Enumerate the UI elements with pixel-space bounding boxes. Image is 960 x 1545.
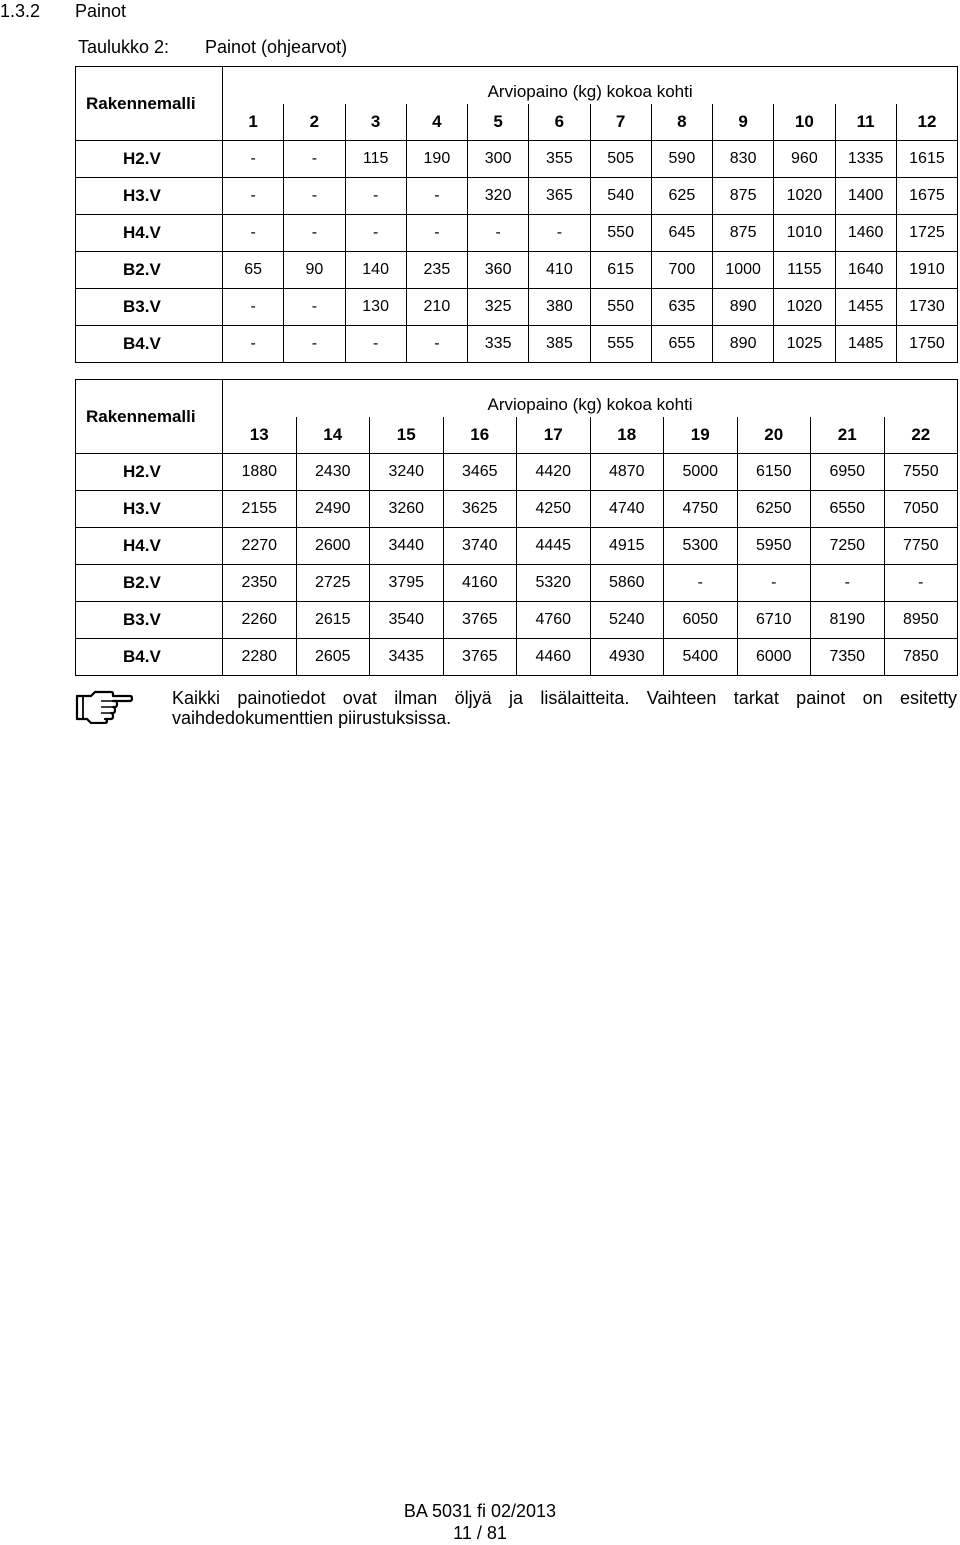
size-header: 2	[284, 104, 345, 141]
weight-cell: 1455	[835, 289, 896, 326]
weight-group-header: Arviopaino (kg) kokoa kohti	[223, 67, 958, 104]
weight-cell: -	[284, 326, 345, 363]
weight-cell: -	[345, 178, 406, 215]
weight-cell: 7050	[884, 491, 958, 528]
weight-cell: 6550	[811, 491, 885, 528]
size-header: 17	[517, 417, 591, 454]
model-column-header: Rakennemalli	[76, 380, 223, 454]
weight-cell: 2350	[223, 565, 297, 602]
weight-cell: 1010	[774, 215, 835, 252]
model-cell: H4.V	[76, 215, 223, 252]
weight-cell: 4750	[664, 491, 738, 528]
weight-cell: 5300	[664, 528, 738, 565]
weight-cell: -	[284, 141, 345, 178]
weight-group-header: Arviopaino (kg) kokoa kohti	[223, 380, 958, 417]
weight-cell: -	[529, 215, 590, 252]
weight-cell: 360	[468, 252, 529, 289]
weight-cell: 5240	[590, 602, 664, 639]
weight-cell: -	[406, 215, 467, 252]
weight-cell: 2270	[223, 528, 297, 565]
weight-cell: 1615	[896, 141, 957, 178]
size-header: 4	[406, 104, 467, 141]
weight-cell: 3435	[370, 639, 444, 676]
weight-cell: 235	[406, 252, 467, 289]
weight-cell: 540	[590, 178, 651, 215]
weight-cell: 1725	[896, 215, 957, 252]
weight-cell: 4930	[590, 639, 664, 676]
section-number: 1.3.2	[0, 1, 41, 21]
weight-cell: 4760	[517, 602, 591, 639]
table-body	[76, 454, 958, 676]
table-row	[76, 491, 958, 528]
weight-cell: 4250	[517, 491, 591, 528]
weight-cell: 355	[529, 141, 590, 178]
weight-cell: 335	[468, 326, 529, 363]
footer-page-number: 11 / 81	[453, 1523, 507, 1543]
weight-cell: 830	[713, 141, 774, 178]
table-row	[76, 602, 958, 639]
weights-table-sizes-1-12	[75, 66, 958, 363]
weight-cell: 380	[529, 289, 590, 326]
table-body	[76, 141, 958, 363]
weight-cell: -	[345, 215, 406, 252]
weight-cell: 700	[651, 252, 712, 289]
model-cell: H3.V	[76, 491, 223, 528]
weight-cell: 4160	[443, 565, 517, 602]
weight-cell: 1750	[896, 326, 957, 363]
weight-cell: 615	[590, 252, 651, 289]
weight-cell: 365	[529, 178, 590, 215]
weight-cell: -	[223, 178, 284, 215]
table-row	[76, 528, 958, 565]
section-heading	[0, 0, 126, 22]
weight-cell: -	[811, 565, 885, 602]
weight-cell: 4740	[590, 491, 664, 528]
weight-cell: 190	[406, 141, 467, 178]
weight-cell: 5320	[517, 565, 591, 602]
weight-cell: 2615	[296, 602, 370, 639]
weight-cell: 3765	[443, 602, 517, 639]
weight-cell: 550	[590, 215, 651, 252]
weight-cell: 7250	[811, 528, 885, 565]
weight-cell: 1460	[835, 215, 896, 252]
weight-cell: 960	[774, 141, 835, 178]
size-header: 6	[529, 104, 590, 141]
weight-cell: 2605	[296, 639, 370, 676]
size-header: 8	[651, 104, 712, 141]
table-row	[76, 178, 958, 215]
model-cell: B3.V	[76, 289, 223, 326]
weight-cell: -	[223, 326, 284, 363]
weight-cell: -	[664, 565, 738, 602]
weight-cell: 890	[713, 289, 774, 326]
weight-cell: 3540	[370, 602, 444, 639]
weight-cell: 7350	[811, 639, 885, 676]
weight-cell: 1485	[835, 326, 896, 363]
weight-cell: 1910	[896, 252, 957, 289]
weight-cell: 6710	[737, 602, 811, 639]
weights-table-sizes-13-22	[75, 379, 958, 676]
weight-cell: 3795	[370, 565, 444, 602]
model-cell: B4.V	[76, 326, 223, 363]
weight-cell: 300	[468, 141, 529, 178]
weight-cell: 635	[651, 289, 712, 326]
size-header: 12	[896, 104, 957, 141]
size-header: 16	[443, 417, 517, 454]
weight-cell: -	[223, 289, 284, 326]
weight-cell: 4420	[517, 454, 591, 491]
table-caption-label: Taulukko 2:	[78, 37, 170, 57]
weight-cell: 385	[529, 326, 590, 363]
weight-cell: 1025	[774, 326, 835, 363]
weight-cell: 1400	[835, 178, 896, 215]
weight-cell: 90	[284, 252, 345, 289]
weight-cell: 5400	[664, 639, 738, 676]
weight-cell: 1155	[774, 252, 835, 289]
weight-cell: 1020	[774, 289, 835, 326]
size-header: 20	[737, 417, 811, 454]
table-caption-title: Painot (ohjearvot)	[205, 37, 348, 57]
weight-cell: 645	[651, 215, 712, 252]
weight-cell: 65	[223, 252, 284, 289]
model-cell: B3.V	[76, 602, 223, 639]
weight-cell: 5860	[590, 565, 664, 602]
weight-cell: 4870	[590, 454, 664, 491]
weight-cell: -	[284, 215, 345, 252]
weight-cell: 3260	[370, 491, 444, 528]
weight-cell: 320	[468, 178, 529, 215]
pointing-hand-icon	[75, 690, 133, 724]
weight-cell: 1335	[835, 141, 896, 178]
weight-cell: 2430	[296, 454, 370, 491]
weight-cell: 4915	[590, 528, 664, 565]
size-header: 21	[811, 417, 885, 454]
size-header: 7	[590, 104, 651, 141]
table-row	[76, 639, 958, 676]
weight-cell: 8190	[811, 602, 885, 639]
model-cell: H2.V	[76, 141, 223, 178]
weight-cell: 7750	[884, 528, 958, 565]
weight-cell: 1000	[713, 252, 774, 289]
weight-cell: 8950	[884, 602, 958, 639]
weight-cell: 875	[713, 215, 774, 252]
weight-cell: -	[223, 141, 284, 178]
weight-cell: 3440	[370, 528, 444, 565]
size-header: 14	[296, 417, 370, 454]
weight-cell: 115	[345, 141, 406, 178]
weight-cell: 1730	[896, 289, 957, 326]
weight-cell: -	[284, 178, 345, 215]
weight-cell: -	[223, 215, 284, 252]
table-row	[76, 326, 958, 363]
size-header: 13	[223, 417, 297, 454]
size-header: 5	[468, 104, 529, 141]
weight-cell: 130	[345, 289, 406, 326]
weight-cell: 325	[468, 289, 529, 326]
note-text: Kaikki painotiedot ovat ilman öljyä ja lisälaitteita. Vaihteen tarkat painot on esitetty vaihdedokumenttien piirustuksissa.	[172, 688, 957, 728]
size-header: 11	[835, 104, 896, 141]
weight-cell: 5950	[737, 528, 811, 565]
weight-cell: 550	[590, 289, 651, 326]
weight-cell: -	[406, 326, 467, 363]
section-title: Painot	[75, 1, 127, 21]
size-header: 18	[590, 417, 664, 454]
weight-cell: -	[406, 178, 467, 215]
weight-cell: 6000	[737, 639, 811, 676]
weight-cell: 4445	[517, 528, 591, 565]
size-header: 1	[223, 104, 284, 141]
weight-cell: 555	[590, 326, 651, 363]
weight-cell: 590	[651, 141, 712, 178]
table-row	[76, 141, 958, 178]
weight-cell: 5000	[664, 454, 738, 491]
weight-cell: -	[884, 565, 958, 602]
size-header: 19	[664, 417, 738, 454]
weight-cell: 1675	[896, 178, 957, 215]
weight-cell: 7550	[884, 454, 958, 491]
weight-cell: 2280	[223, 639, 297, 676]
weight-cell: 410	[529, 252, 590, 289]
weight-cell: 875	[713, 178, 774, 215]
table-row	[76, 289, 958, 326]
model-cell: H4.V	[76, 528, 223, 565]
footer-document-id: BA 5031 fi 02/2013	[403, 1501, 557, 1521]
weight-cell: 1880	[223, 454, 297, 491]
weight-cell: 3740	[443, 528, 517, 565]
weight-cell: 6150	[737, 454, 811, 491]
size-header: 22	[884, 417, 958, 454]
model-cell: B2.V	[76, 252, 223, 289]
size-header: 9	[713, 104, 774, 141]
weight-cell: -	[737, 565, 811, 602]
weight-cell: 2490	[296, 491, 370, 528]
weight-cell: -	[284, 289, 345, 326]
table-row	[76, 565, 958, 602]
size-header: 3	[345, 104, 406, 141]
weight-cell: 2725	[296, 565, 370, 602]
table-row	[76, 252, 958, 289]
table-caption	[78, 36, 347, 58]
weight-cell: 1640	[835, 252, 896, 289]
model-cell: B4.V	[76, 639, 223, 676]
weight-cell: -	[345, 326, 406, 363]
size-header: 10	[774, 104, 835, 141]
model-cell: H3.V	[76, 178, 223, 215]
weight-cell: 2600	[296, 528, 370, 565]
weight-cell: 3465	[443, 454, 517, 491]
model-cell: B2.V	[76, 565, 223, 602]
weight-cell: 6950	[811, 454, 885, 491]
weight-cell: 655	[651, 326, 712, 363]
weight-cell: 140	[345, 252, 406, 289]
weight-cell: 210	[406, 289, 467, 326]
weight-cell: 3625	[443, 491, 517, 528]
weight-cell: 625	[651, 178, 712, 215]
model-cell: H2.V	[76, 454, 223, 491]
weight-cell: 890	[713, 326, 774, 363]
table-row	[76, 215, 958, 252]
table-row	[76, 454, 958, 491]
weight-cell: 505	[590, 141, 651, 178]
weight-cell: 3765	[443, 639, 517, 676]
size-header: 15	[370, 417, 444, 454]
model-column-header: Rakennemalli	[76, 67, 223, 141]
weight-cell: 7850	[884, 639, 958, 676]
weight-cell: -	[468, 215, 529, 252]
weight-cell: 1020	[774, 178, 835, 215]
weight-cell: 6250	[737, 491, 811, 528]
weight-cell: 2155	[223, 491, 297, 528]
weight-cell: 6050	[664, 602, 738, 639]
weight-cell: 2260	[223, 602, 297, 639]
weight-cell: 4460	[517, 639, 591, 676]
weight-cell: 3240	[370, 454, 444, 491]
